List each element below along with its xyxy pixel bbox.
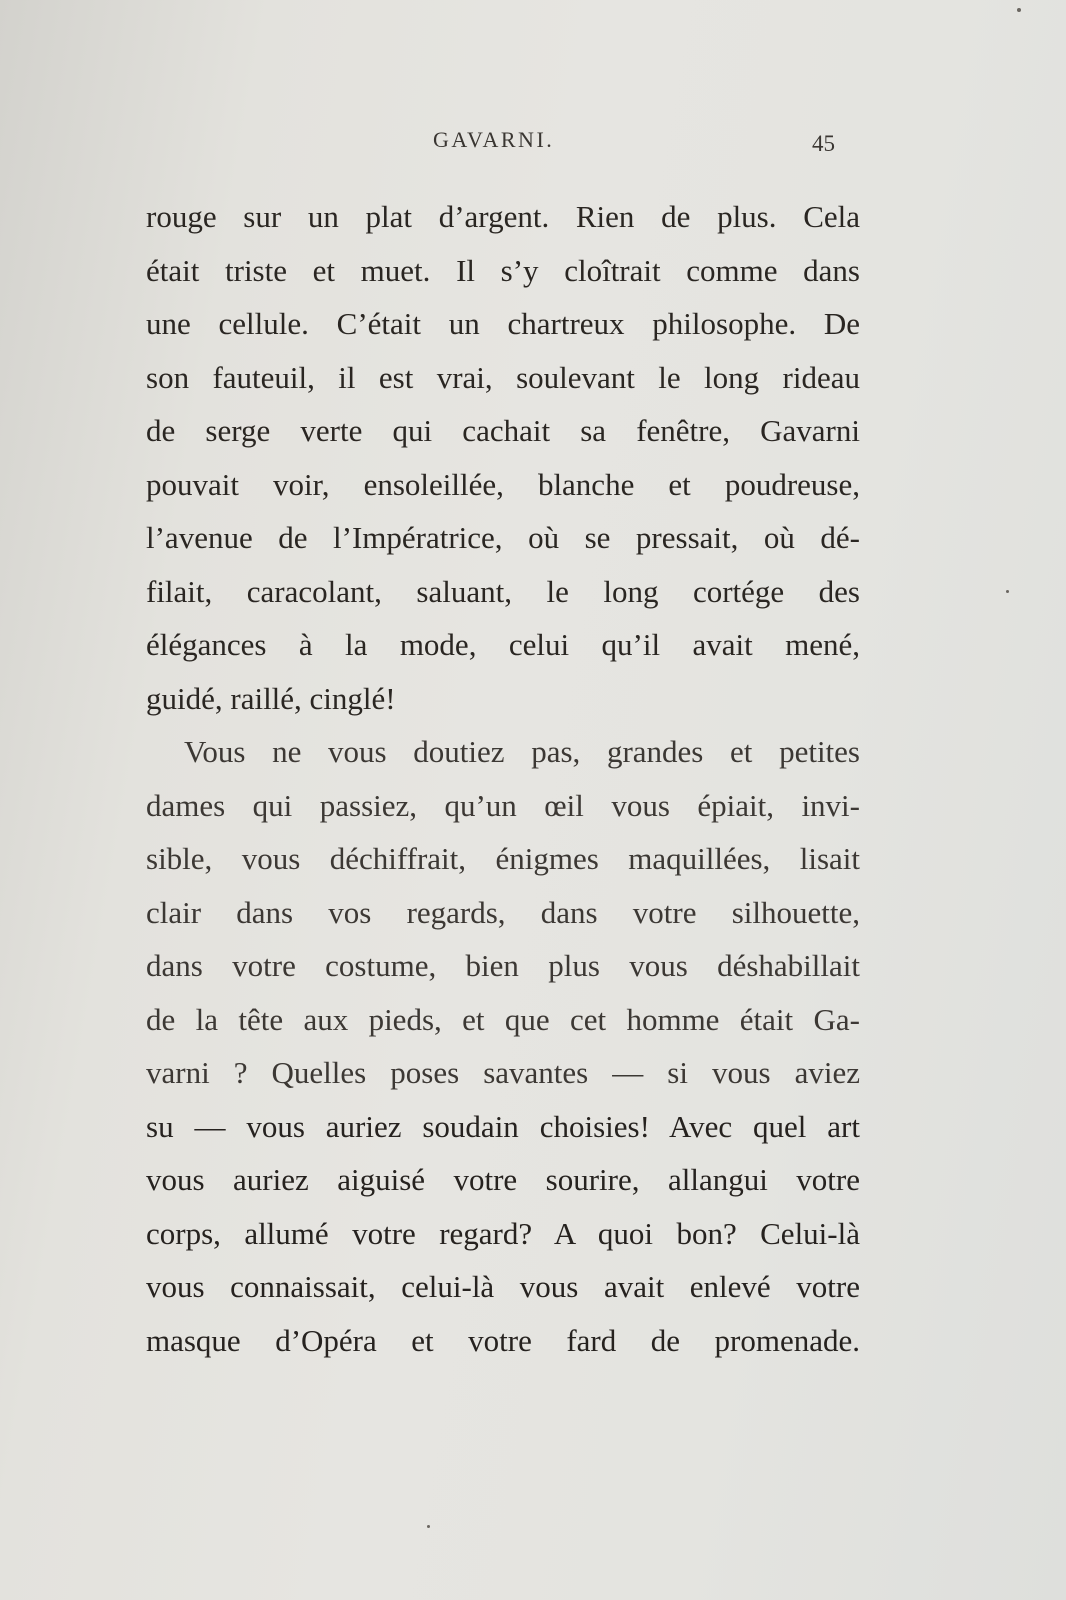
text-line: varni ? Quelles poses savantes — si vous aviez [146, 1055, 860, 1090]
running-head: GAVARNI. [433, 127, 555, 152]
page-number: 45 [812, 131, 835, 156]
text-line: Vous ne vous doutiez pas, grandes et petites [184, 734, 860, 769]
text-line: masque d’Opéra et votre fard de promenade. [146, 1322, 860, 1358]
body-text [146, 190, 860, 1367]
paper-speck [427, 1525, 430, 1528]
paragraph-2 [146, 725, 860, 1367]
paragraph-1 [146, 190, 860, 725]
text-line: pouvait voir, ensoleillée, blanche et poudreuse, [146, 466, 860, 502]
text-line: vous connaissait, celui-là vous avait enlevé votre [146, 1269, 860, 1304]
text-line: était triste et muet. Il s’y cloîtrait comme dans [146, 252, 860, 288]
text-line: de la tête aux pieds, et que cet homme était Ga- [146, 1001, 860, 1037]
text-line: dans votre costume, bien plus vous déshabillait [146, 948, 860, 983]
text-line: élégances à la mode, celui qu’il avait mené, [146, 627, 860, 662]
text-line: une cellule. C’était un chartreux philosophe. De [146, 306, 860, 341]
text-line: su — vous auriez soudain choisies! Avec quel art [146, 1108, 860, 1144]
text-line: guidé, raillé, cinglé! [146, 680, 396, 716]
text-line: corps, allumé votre regard? A quoi bon? Celui-là [146, 1215, 860, 1251]
text-line: vous auriez aiguisé votre sourire, allangui votre [146, 1162, 860, 1197]
text-line: rouge sur un plat d’argent. Rien de plus. Cela [146, 199, 860, 234]
text-line: de serge verte qui cachait sa fenêtre, Gavarni [146, 413, 860, 448]
text-line: filait, caracolant, saluant, le long cortége des [146, 573, 860, 609]
page-header [0, 127, 1066, 167]
paper-speck [1006, 590, 1009, 593]
paper-speck [1017, 8, 1021, 12]
text-line: clair dans vos regards, dans votre silhouette, [146, 894, 860, 930]
text-line: son fauteuil, il est vrai, soulevant le long rideau [146, 359, 860, 395]
text-line: dames qui passiez, qu’un œil vous épiait, invi- [146, 787, 860, 823]
text-line: sible, vous déchiffrait, énigmes maquillées, lisait [146, 841, 860, 876]
text-line: l’avenue de l’Impératrice, où se pressait, où dé- [146, 520, 860, 555]
